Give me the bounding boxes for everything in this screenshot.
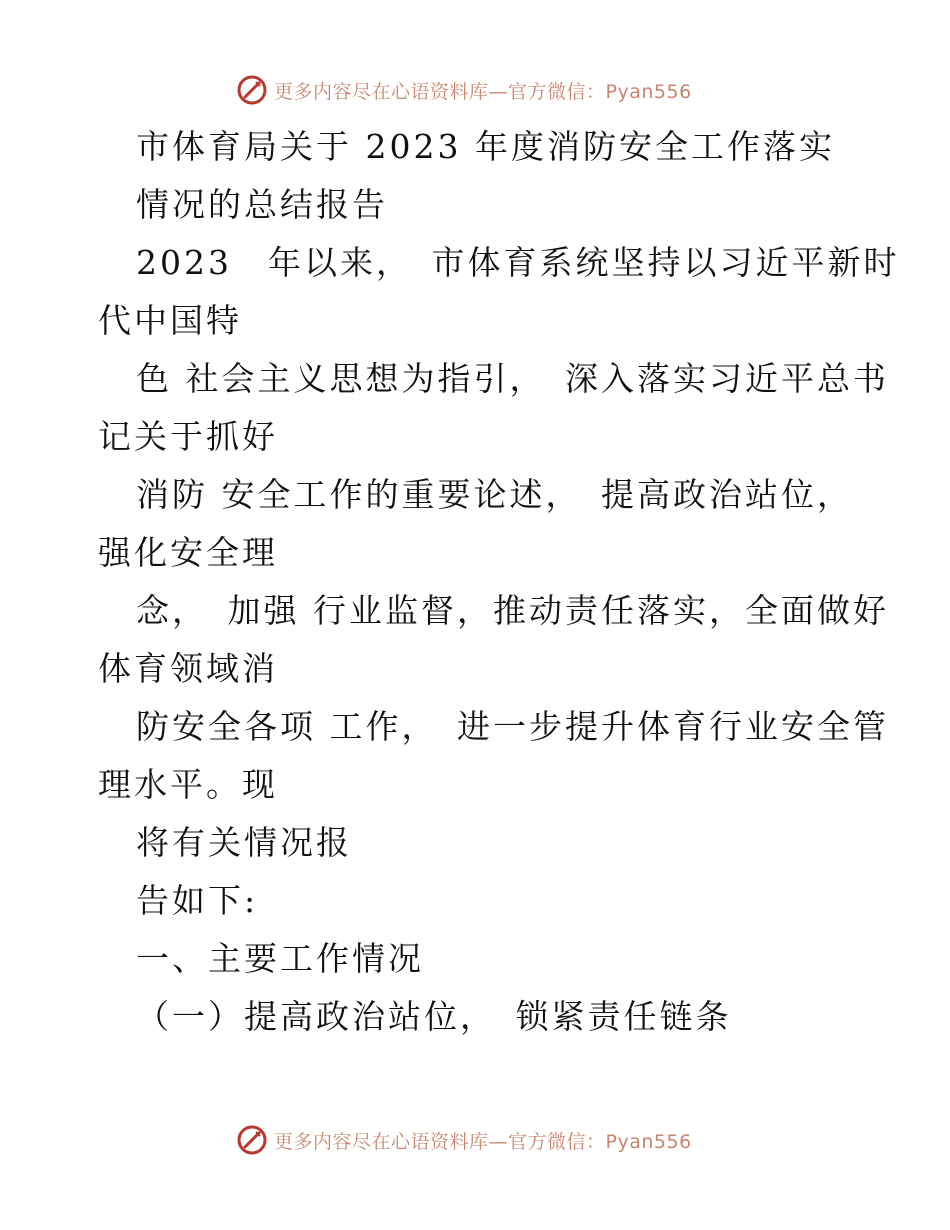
pen-logo-icon [236, 74, 268, 106]
doc-text-line: 将有关情况报 [136, 823, 352, 862]
doc-text-line: 2023 年以来， 市体育系统坚持以习近平新时 [136, 243, 900, 282]
footer-watermark [236, 1123, 692, 1157]
doc-text-line: 防安全各项 工作， 进一步提升体育行业安全管 [136, 707, 889, 746]
watermark-text: 更多内容尽在心语资料库—官方微信：Pyan556 [274, 80, 692, 103]
doc-title-line-2: 情况的总结报告 [136, 185, 388, 224]
doc-text-line: 强化安全理 [98, 533, 278, 572]
pen-logo-icon [236, 1124, 268, 1156]
doc-text-line: 记关于抓好 [98, 417, 278, 456]
doc-text-line: 代中国特 [98, 301, 242, 340]
doc-text-line: 念， 加强 行业监督，推动责任落实，全面做好 [136, 591, 889, 630]
doc-text-line: 告如下: [136, 881, 259, 920]
section-heading: 一、主要工作情况 [136, 939, 424, 978]
watermark-text: 更多内容尽在心语资料库—官方微信：Pyan556 [274, 1130, 692, 1153]
header-watermark [236, 73, 692, 107]
doc-text-line: 色 社会主义思想为指引， 深入落实习近平总书 [136, 359, 889, 398]
doc-title-line-1: 市体育局关于 2023 年度消防安全工作落实 [136, 127, 835, 166]
doc-text-line: 理水平。现 [98, 765, 278, 804]
doc-text-line: 消防 安全工作的重要论述， 提高政治站位， [136, 475, 853, 514]
subsection-heading: （一）提高政治站位， 锁紧责任链条 [136, 997, 732, 1036]
doc-text-line: 体育领域消 [98, 649, 278, 688]
